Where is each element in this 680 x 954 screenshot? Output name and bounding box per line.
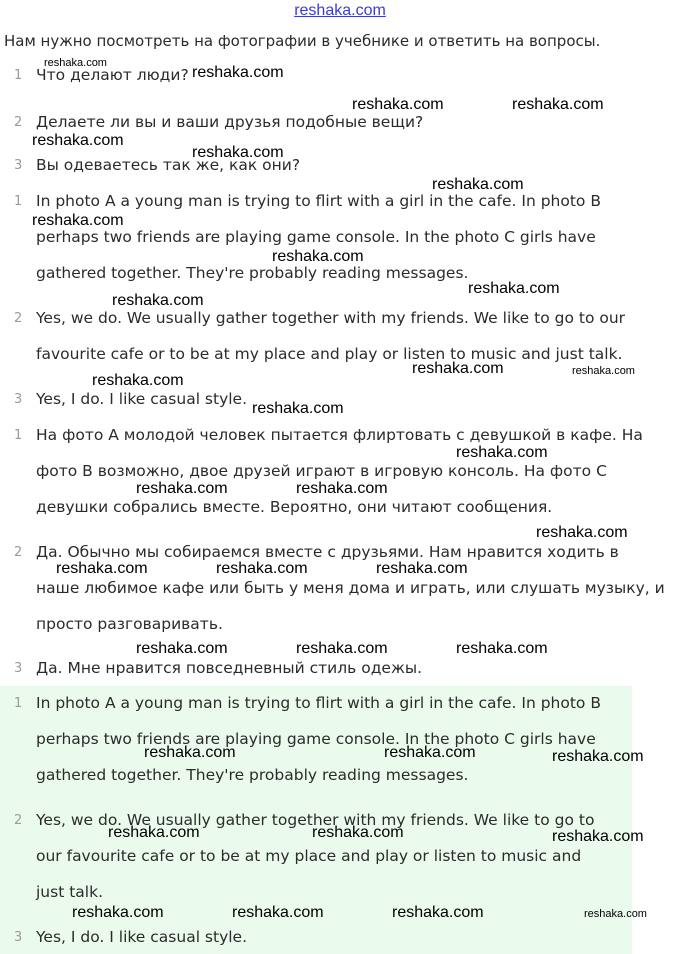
answer-line: просто разговаривать. [36, 615, 223, 633]
watermark: reshaka.com [252, 400, 344, 417]
watermark: reshaka.com [232, 904, 324, 921]
item-number: 2 [14, 115, 23, 130]
item-number: 1 [14, 696, 23, 711]
answer-line: Да. Обычно мы собираемся вместе с друзьями. Нам нравится ходить в [36, 543, 619, 561]
answer-line: фото В возможно, двое друзей играют в игровую консоль. На фото С [36, 462, 607, 480]
watermark: reshaka.com [216, 560, 308, 577]
answer-line: perhaps two friends are playing game console. In the photo C girls have [36, 730, 596, 748]
watermark: reshaka.com [512, 96, 604, 113]
item-number: 1 [14, 428, 23, 443]
watermark: reshaka.com [144, 744, 236, 761]
item-number: 3 [14, 158, 23, 173]
answer-line: perhaps two friends are playing game console. In the photo C girls have [36, 228, 596, 246]
answer-line: Yes, we do. We usually gather together with my friends. We like to go to our [36, 309, 626, 327]
item-number: 2 [14, 813, 23, 828]
watermark: reshaka.com [32, 132, 124, 149]
answer-line: our favourite cafe or to be at my place and play or listen to music and [36, 847, 582, 865]
watermark: reshaka.com [552, 748, 644, 765]
watermark: reshaka.com [572, 365, 635, 377]
answer-line: девушки собрались вместе. Вероятно, они читают сообщения. [36, 498, 553, 516]
watermark: reshaka.com [384, 744, 476, 761]
item-number: 1 [14, 68, 23, 83]
watermark: reshaka.com [536, 524, 628, 541]
question-line: Что делают люди? [36, 66, 189, 84]
item-number: 2 [14, 311, 23, 326]
watermark: reshaka.com [456, 444, 548, 461]
watermark: reshaka.com [552, 828, 644, 845]
answer-line: наше любимое кафе или быть у меня дома и играть, или слушать музыку, и [36, 579, 665, 597]
watermark: reshaka.com [312, 824, 404, 841]
watermark: reshaka.com [44, 57, 107, 69]
watermark: reshaka.com [92, 372, 184, 389]
watermark: reshaka.com [432, 176, 524, 193]
answer-line: На фото А молодой человек пытается флиртовать с девушкой в кафе. На [36, 426, 643, 444]
answer-line: In photo A a young man is trying to flirt with a girl in the cafe. In photo B [36, 192, 601, 210]
answer-line: Yes, I do. I like casual style. [36, 928, 248, 946]
answer-line: gathered together. They're probably reading messages. [36, 766, 469, 784]
watermark: reshaka.com [272, 248, 364, 265]
watermark: reshaka.com [192, 64, 284, 81]
watermark: reshaka.com [392, 904, 484, 921]
answer-line: just talk. [36, 883, 103, 901]
question-line: Делаете ли вы и ваши друзья подобные вещи? [36, 113, 424, 131]
watermark: reshaka.com [136, 480, 228, 497]
watermark: reshaka.com [584, 908, 647, 920]
answer-line: favourite cafe or to be at my place and play or listen to music and just talk. [36, 345, 623, 363]
intro-text: Нам нужно посмотреть на фотографии в учебнике и ответить на вопросы. [4, 32, 601, 50]
answer-line: Yes, I do. I like casual style. [36, 390, 248, 408]
watermark: reshaka.com [192, 144, 284, 161]
watermark: reshaka.com [412, 360, 504, 377]
item-number: 3 [14, 661, 23, 676]
watermark: reshaka.com [352, 96, 444, 113]
watermark: reshaka.com [296, 640, 388, 657]
watermark: reshaka.com [376, 560, 468, 577]
answer-line: gathered together. They're probably reading messages. [36, 264, 469, 282]
watermark: reshaka.com [108, 824, 200, 841]
answer-line: In photo A a young man is trying to flirt with a girl in the cafe. In photo B [36, 694, 601, 712]
watermark: reshaka.com [72, 904, 164, 921]
question-line: Вы одеваетесь так же, как они? [36, 156, 301, 174]
answer-line: Yes, we do. We usually gather together with my friends. We like to go to [36, 811, 595, 829]
item-number: 1 [14, 194, 23, 209]
watermark: reshaka.com [456, 640, 548, 657]
watermark: reshaka.com [136, 640, 228, 657]
item-number: 3 [14, 392, 23, 407]
watermark: reshaka.com [112, 292, 204, 309]
watermark: reshaka.com [56, 560, 148, 577]
item-number: 2 [14, 545, 23, 560]
watermark: reshaka.com [296, 480, 388, 497]
watermark: reshaka.com [468, 280, 560, 297]
answer-line: Да. Мне нравится повседневный стиль одежы. [36, 659, 423, 677]
site-logo-link[interactable]: reshaka.com [294, 2, 386, 19]
watermark: reshaka.com [32, 212, 124, 229]
item-number: 3 [14, 930, 23, 945]
